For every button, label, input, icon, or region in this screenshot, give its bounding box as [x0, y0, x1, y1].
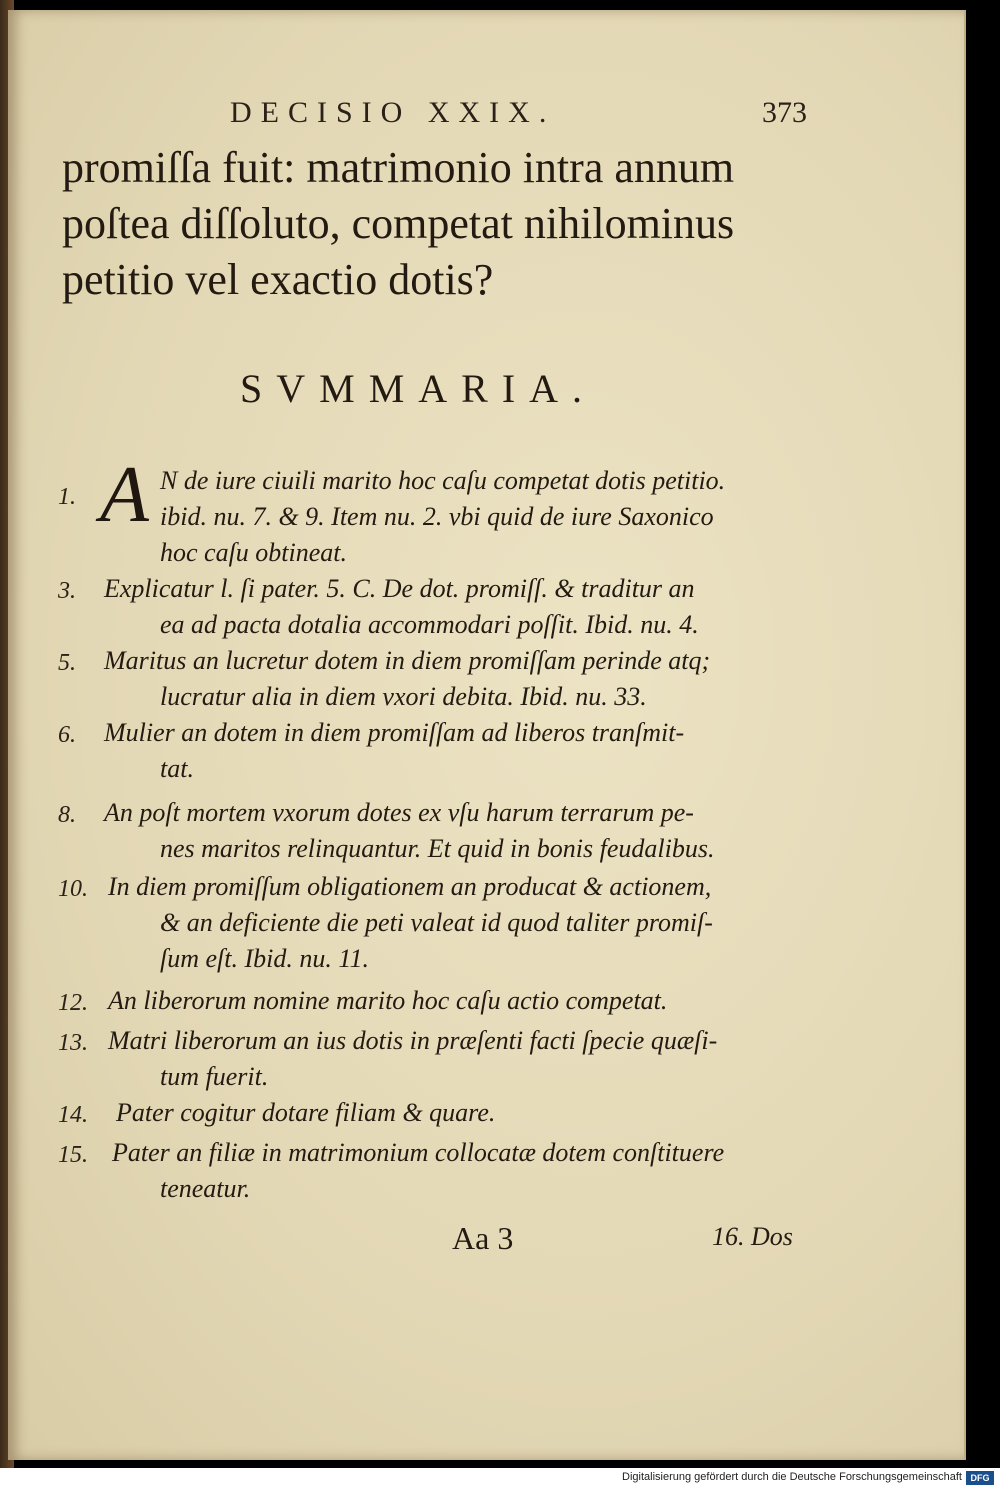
entry-number: 5.: [58, 650, 76, 676]
entry-line: Explicatur l. ſi pater. 5. C. De dot. promiſſ. & traditur an: [104, 574, 695, 603]
catchword: 16. Dos: [712, 1222, 793, 1251]
entry-number: 10.: [58, 876, 88, 902]
entry-line: ibid. nu. 7. & 9. Item nu. 2. vbi quid de iure Saxonico: [160, 502, 714, 531]
entry-line: & an deficiente die peti valeat id quod taliter promiſ-: [160, 908, 713, 937]
entry-line: Pater an filiæ in matrimonium collocatæ dotem conſtituere: [112, 1138, 725, 1167]
entry-number: 15.: [58, 1142, 88, 1168]
entry-line: ea ad pacta dotalia accommodari poſſit. Ibid. nu. 4.: [160, 610, 699, 639]
heading-line: petitio vel exactio dotis?: [62, 255, 494, 304]
drop-cap-initial: A: [100, 451, 149, 539]
entry-line: lucratur alia in diem vxori debita. Ibid. nu. 33.: [160, 682, 647, 711]
footer-credit-text: Digitalisierung gefördert durch die Deutsche Forschungsgemeinschaft: [622, 1471, 962, 1483]
entry-line: Mulier an dotem in diem promiſſam ad liberos tranſmit-: [104, 718, 685, 747]
entry-number: 14.: [58, 1102, 88, 1128]
entry-line: tum fuerit.: [160, 1062, 269, 1091]
decision-heading-text: [62, 140, 842, 308]
entry-line: Maritus an lucretur dotem in diem promiſſam perinde atq;: [104, 646, 711, 675]
entry-line: In diem promiſſum obligationem an producat & actionem,: [108, 872, 712, 901]
running-head: DECISIO XXIX.: [230, 96, 556, 129]
entry-line: nes maritos relinquantur. Et quid in bonis feudalibus.: [160, 834, 715, 863]
signature-mark: Aa 3: [452, 1220, 514, 1256]
entry-line: N de iure ciuili marito hoc caſu competat dotis petitio.: [160, 466, 726, 495]
entry-number: 13.: [58, 1030, 88, 1056]
summaria-title: SVMMARIA.: [240, 366, 597, 411]
heading-line: promiſſa fuit: matrimonio intra annum: [62, 143, 735, 192]
page-number: 373: [762, 96, 807, 129]
entry-number: 3.: [58, 578, 76, 604]
entry-line: Matri liberorum an ius dotis in præſenti facti ſpecie quæſi-: [108, 1026, 718, 1055]
dfg-logo: DFG: [966, 1471, 994, 1485]
entry-number: 1.: [58, 484, 76, 510]
entry-line: hoc caſu obtineat.: [160, 538, 348, 567]
entry-line: An poſt mortem vxorum dotes ex vſu harum terrarum pe-: [104, 798, 694, 827]
heading-line: poſtea diſſoluto, competat nihilominus: [62, 199, 735, 248]
entry-number: 6.: [58, 722, 76, 748]
entry-line: teneatur.: [160, 1174, 251, 1203]
entry-number: 8.: [58, 802, 76, 828]
entry-line: tat.: [160, 754, 194, 783]
entry-line: ſum eſt. Ibid. nu. 11.: [160, 944, 369, 973]
digitization-footer: [0, 1468, 1000, 1489]
entry-line: Pater cogitur dotare filiam & quare.: [116, 1098, 496, 1127]
entry-number: 12.: [58, 990, 88, 1016]
entry-line: An liberorum nomine marito hoc caſu actio competat.: [108, 986, 668, 1015]
